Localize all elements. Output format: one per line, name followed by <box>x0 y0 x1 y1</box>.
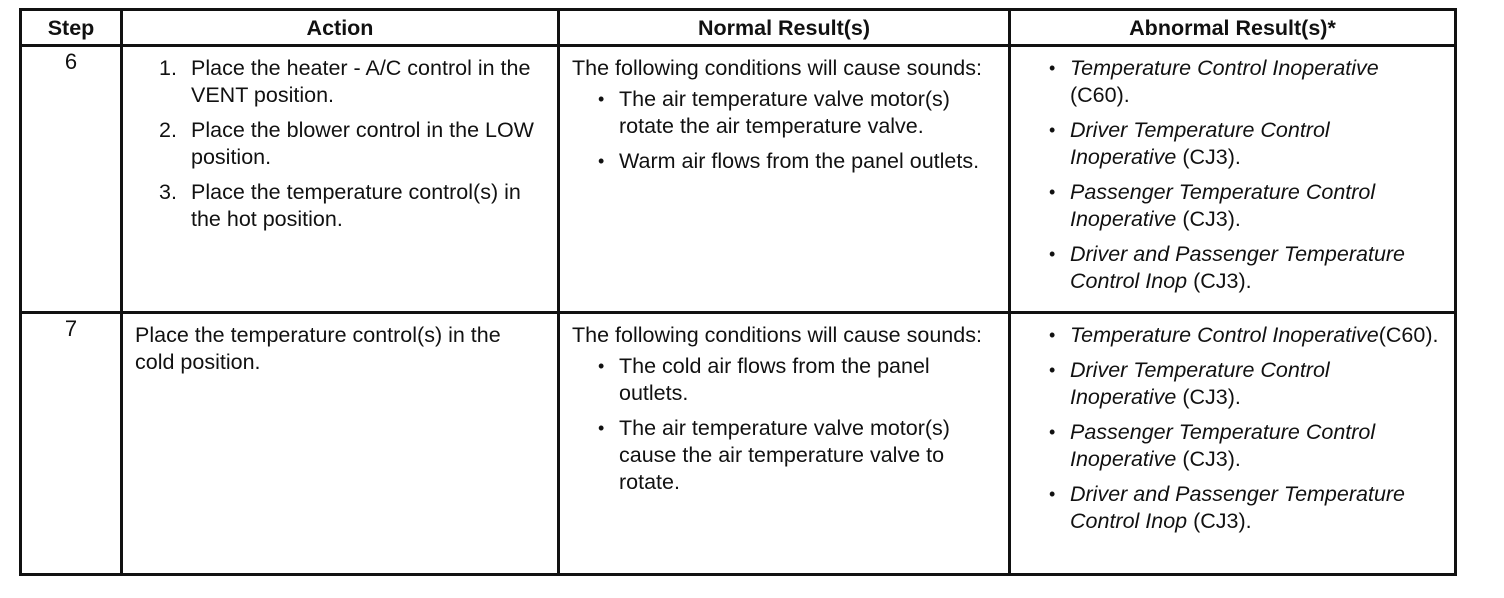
reference-title: Driver Temperature Control Inoperative <box>1070 118 1330 169</box>
step-text: Place the heater - A/C control in the VENT position. <box>191 56 531 107</box>
reference-code: (CJ3). <box>1176 145 1241 169</box>
bullet-icon: • <box>1049 325 1056 345</box>
header-step: Step <box>21 10 122 46</box>
list-item <box>1047 357 1442 411</box>
list-item <box>1047 117 1442 171</box>
bullet-icon: • <box>1049 422 1056 442</box>
normal-intro: The following conditions will cause sounds: <box>572 323 982 347</box>
action-text: Place the temperature control(s) in the cold position. <box>135 323 501 374</box>
table-row <box>21 313 1456 575</box>
list-item <box>596 86 996 140</box>
normal-results-cell <box>559 313 1010 575</box>
bullet-icon: • <box>598 356 605 376</box>
list-item <box>1047 419 1442 473</box>
step-number: 7 <box>21 313 122 575</box>
reference-code: (CJ3). <box>1187 509 1252 533</box>
action-steps-list <box>135 55 545 233</box>
abnormal-list <box>1023 322 1442 535</box>
reference-title: Temperature Control Inoperative <box>1070 56 1379 80</box>
list-item <box>1047 322 1442 349</box>
step-number: 6 <box>21 46 122 313</box>
header-action: Action <box>122 10 559 46</box>
action-cell <box>122 313 559 575</box>
bullet-icon: • <box>1049 120 1056 140</box>
table-row <box>21 46 1456 313</box>
abnormal-list <box>1023 55 1442 295</box>
list-item <box>596 415 996 496</box>
normal-intro: The following conditions will cause sounds: <box>572 56 982 80</box>
reference-title: Driver Temperature Control Inoperative <box>1070 358 1330 409</box>
reference-title: Passenger Temperature Control Inoperative <box>1070 180 1376 231</box>
reference-code: (C60). <box>1070 83 1130 107</box>
bullet-icon: • <box>598 418 605 438</box>
reference-title: Driver and Passenger Temperature Control Inop <box>1070 242 1406 293</box>
bullet-text: Warm air flows from the panel outlets. <box>619 149 980 173</box>
bullet-text: The air temperature valve motor(s) cause the air temperature valve to rotate. <box>619 416 950 494</box>
header-row <box>21 10 1456 46</box>
abnormal-results-cell <box>1010 46 1456 313</box>
header-normal-results: Normal Result(s) <box>559 10 1010 46</box>
bullet-icon: • <box>598 151 605 171</box>
action-step <box>159 179 545 233</box>
step-index: 1. <box>159 56 177 80</box>
bullet-text: The air temperature valve motor(s) rotate the air temperature valve. <box>619 87 950 138</box>
list-item <box>596 148 996 175</box>
action-step <box>159 117 545 171</box>
abnormal-results-cell <box>1010 313 1456 575</box>
list-item <box>1047 481 1442 535</box>
action-step <box>159 55 545 109</box>
bullet-icon: • <box>1049 182 1056 202</box>
reference-title: Passenger Temperature Control Inoperative <box>1070 420 1376 471</box>
diagnostic-table <box>19 8 1457 576</box>
header-abnormal-results: Abnormal Result(s)* <box>1010 10 1456 46</box>
normal-bullets-list <box>572 86 996 175</box>
action-cell <box>122 46 559 313</box>
reference-code: (CJ3). <box>1176 447 1241 471</box>
step-index: 3. <box>159 180 177 204</box>
bullet-icon: • <box>1049 244 1056 264</box>
list-item <box>1047 241 1442 295</box>
bullet-icon: • <box>598 89 605 109</box>
step-index: 2. <box>159 118 177 142</box>
reference-title: Temperature Control Inoperative <box>1070 323 1379 347</box>
list-item <box>1047 55 1442 109</box>
normal-results-cell <box>559 46 1010 313</box>
step-text: Place the temperature control(s) in the hot position. <box>191 180 521 231</box>
reference-title: Driver and Passenger Temperature Control Inop <box>1070 482 1406 533</box>
reference-code: (C60). <box>1378 323 1439 347</box>
bullet-icon: • <box>1049 58 1056 78</box>
list-item <box>596 353 996 407</box>
bullet-icon: • <box>1049 360 1056 380</box>
list-item <box>1047 179 1442 233</box>
step-text: Place the blower control in the LOW position. <box>191 118 534 169</box>
reference-code: (CJ3). <box>1176 385 1241 409</box>
bullet-text: The cold air flows from the panel outlets. <box>619 354 930 405</box>
normal-bullets-list <box>572 353 996 496</box>
reference-code: (CJ3). <box>1187 269 1252 293</box>
bullet-icon: • <box>1049 484 1056 504</box>
reference-code: (CJ3). <box>1176 207 1241 231</box>
